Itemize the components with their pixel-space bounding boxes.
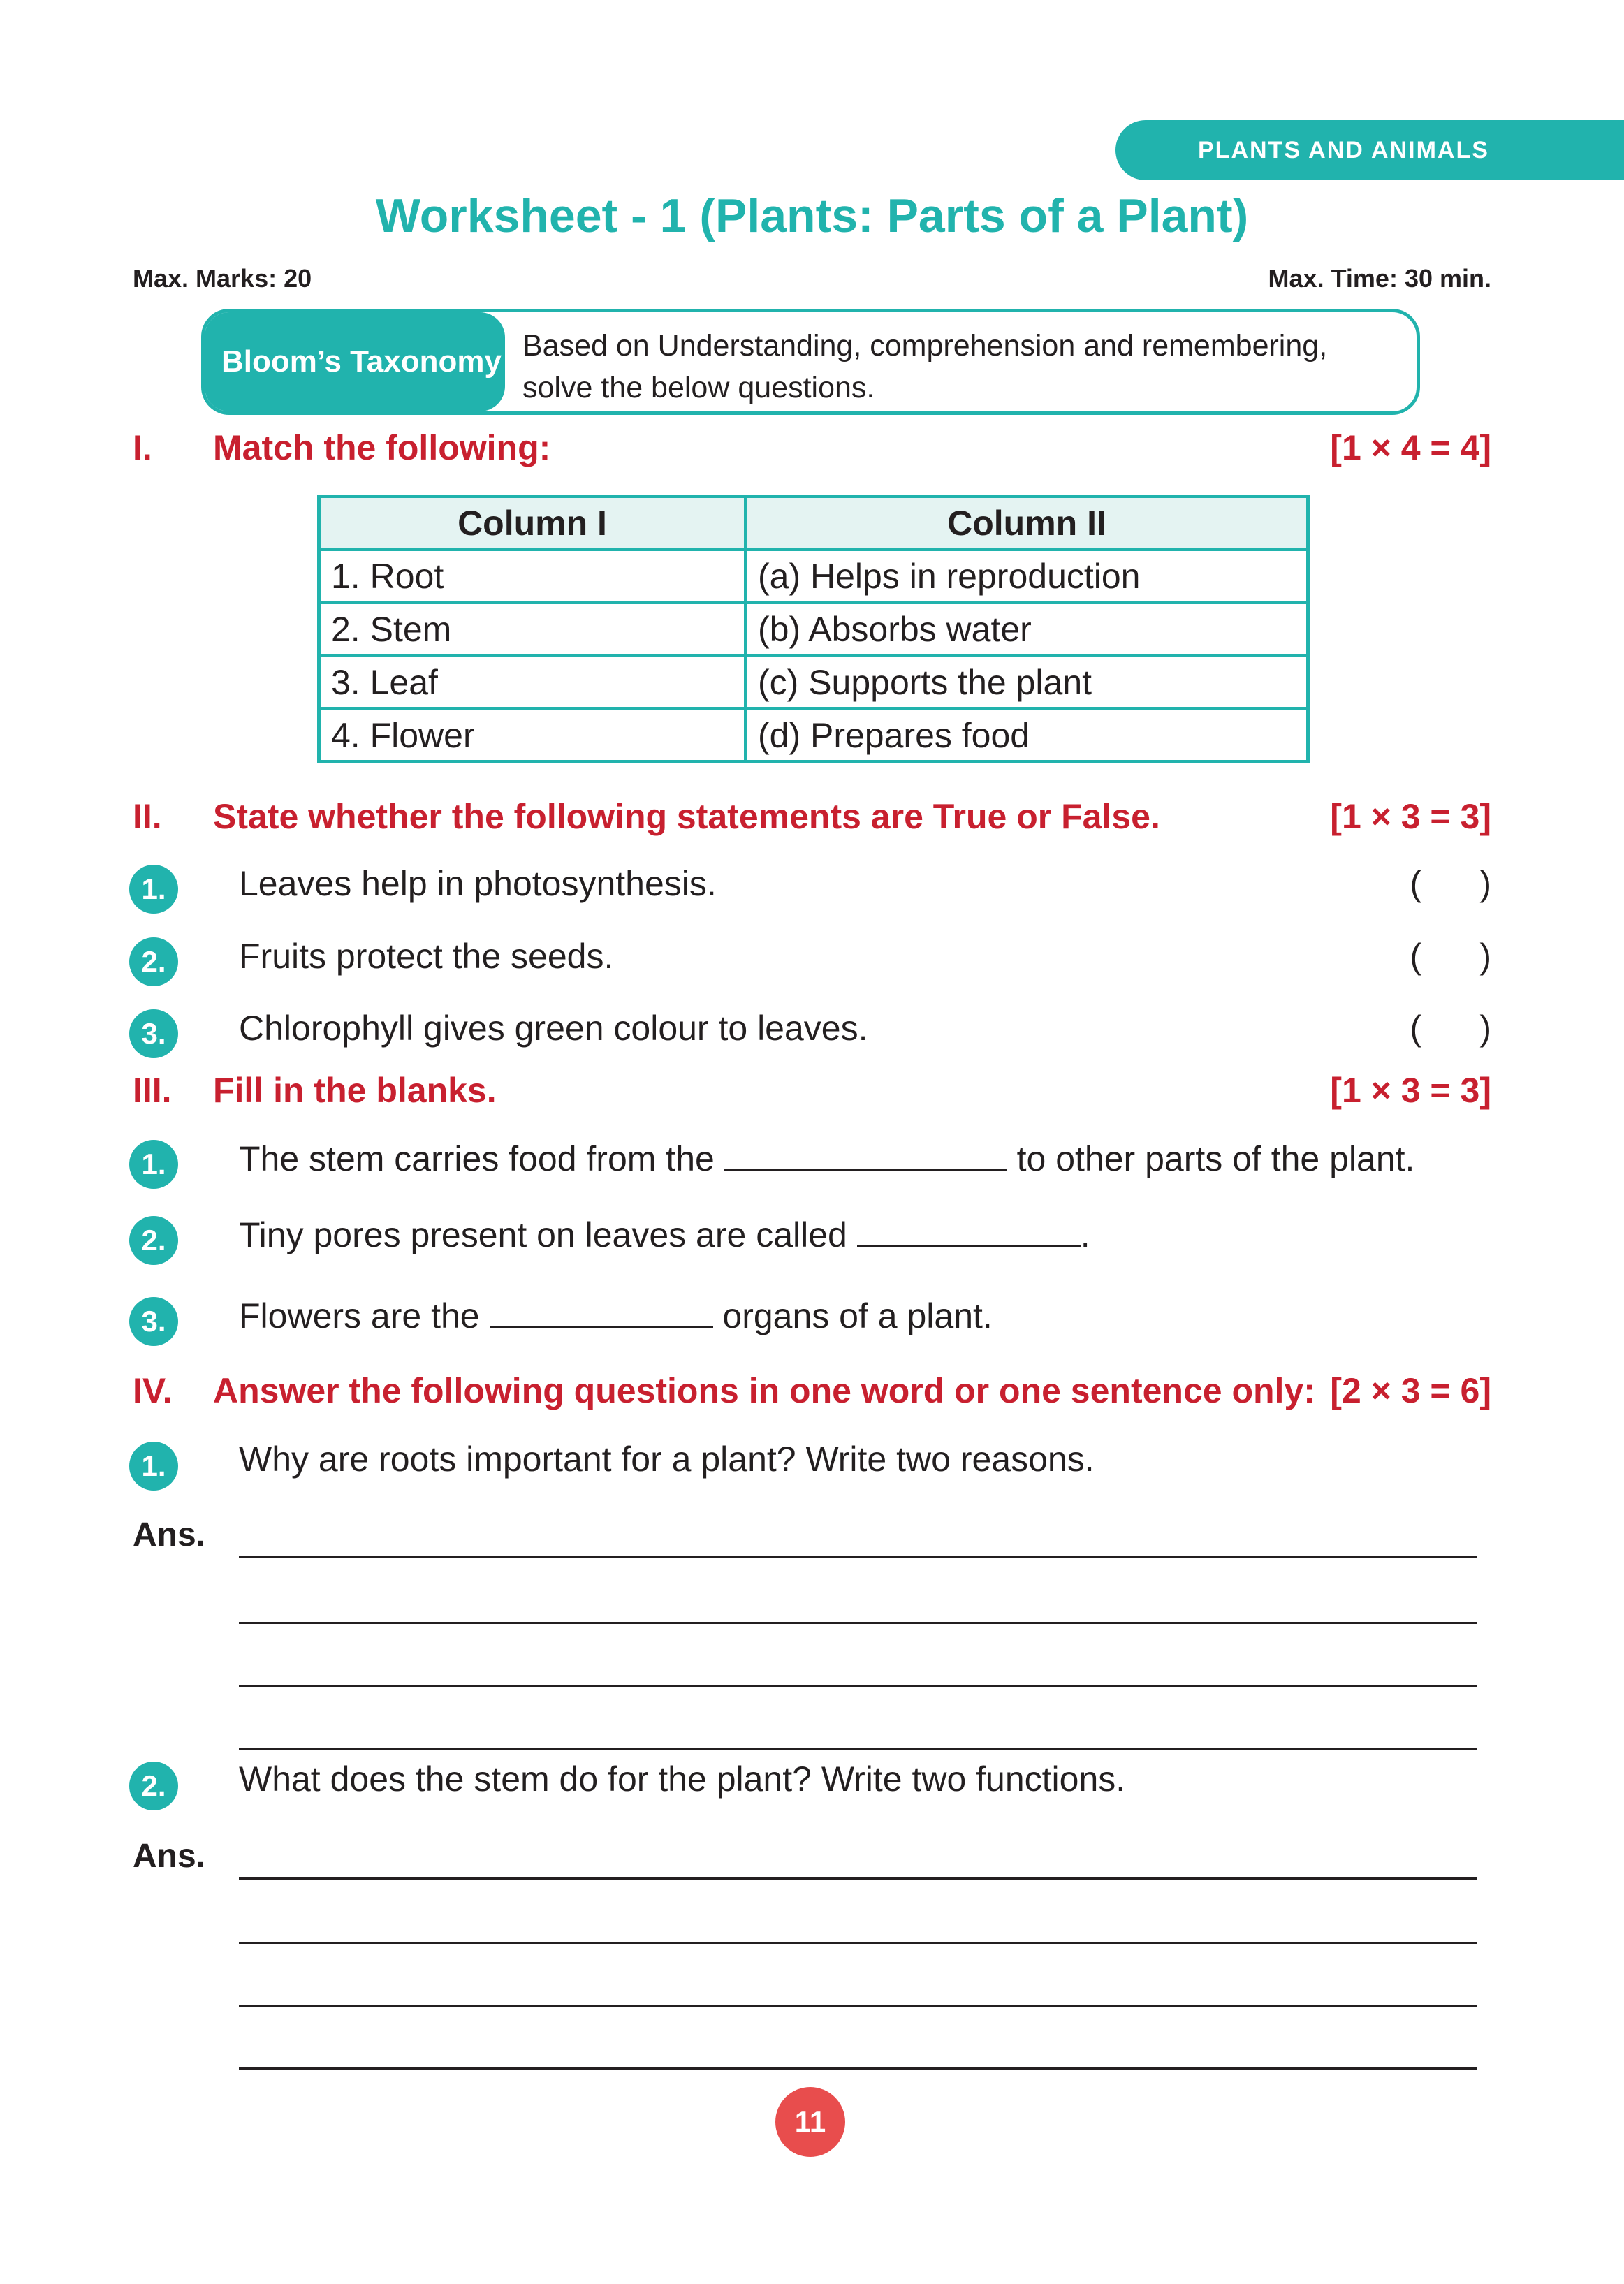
section-1-number: I. xyxy=(133,428,152,467)
question-number-badge: 3. xyxy=(129,1009,178,1058)
fill-blank-sentence xyxy=(239,1296,993,1336)
section-2-marks: [1 × 3 = 3] xyxy=(1330,797,1491,836)
answer-line[interactable] xyxy=(239,1877,1477,1880)
blank-line[interactable] xyxy=(724,1141,1007,1171)
column-1-header: Column I xyxy=(319,497,746,550)
sentence-end: organs of a plant. xyxy=(722,1296,993,1335)
bloom-instruction: Based on Understanding, comprehension and remembering, solve the below questions. xyxy=(522,329,1328,404)
section-tab xyxy=(1115,120,1624,180)
short-answer-question: Why are roots important for a plant? Write two reasons. xyxy=(239,1440,1095,1479)
bloom-taxonomy-box xyxy=(201,309,1420,415)
section-1-marks: [1 × 4 = 4] xyxy=(1330,428,1491,467)
sentence-end: to other parts of the plant. xyxy=(1016,1139,1415,1178)
table-cell: (a) Helps in reproduction xyxy=(746,550,1308,603)
section-1-title: Match the following: xyxy=(213,428,551,467)
section-4-number: IV. xyxy=(133,1371,173,1410)
answer-line[interactable] xyxy=(239,1748,1477,1750)
section-3-number: III. xyxy=(133,1071,172,1110)
table-cell: 4. Flower xyxy=(319,709,746,762)
true-false-statement: Leaves help in photosynthesis. xyxy=(239,864,717,903)
table-row xyxy=(319,656,1308,709)
answer-line[interactable] xyxy=(239,1556,1477,1558)
question-number-badge: 1. xyxy=(129,865,178,914)
sentence-start: Flowers are the xyxy=(239,1296,480,1335)
question-number-badge: 2. xyxy=(129,1762,178,1810)
section-4-title: Answer the following questions in one word or one sentence only: xyxy=(213,1371,1315,1410)
fill-blank-sentence xyxy=(239,1215,1090,1255)
blank-line[interactable] xyxy=(490,1298,713,1328)
section-3-marks: [1 × 3 = 3] xyxy=(1330,1071,1491,1110)
true-false-statement: Chlorophyll gives green colour to leaves. xyxy=(239,1009,868,1048)
short-answer-question: What does the stem do for the plant? Write two functions. xyxy=(239,1759,1126,1799)
sentence-end: . xyxy=(1080,1215,1090,1254)
column-2-header: Column II xyxy=(746,497,1308,550)
table-cell: (d) Prepares food xyxy=(746,709,1308,762)
answer-label: Ans. xyxy=(133,1838,206,1875)
answer-bracket[interactable]: ( ) xyxy=(1410,937,1491,976)
match-table xyxy=(317,495,1310,763)
true-false-statement: Fruits protect the seeds. xyxy=(239,937,614,976)
table-cell: (b) Absorbs water xyxy=(746,603,1308,656)
blank-line[interactable] xyxy=(857,1217,1081,1247)
table-row xyxy=(319,603,1308,656)
question-number-badge: 2. xyxy=(129,1216,178,1265)
answer-line[interactable] xyxy=(239,1685,1477,1687)
table-row xyxy=(319,550,1308,603)
table-cell: 1. Root xyxy=(319,550,746,603)
table-row xyxy=(319,709,1308,762)
table-cell: (c) Supports the plant xyxy=(746,656,1308,709)
answer-bracket[interactable]: ( ) xyxy=(1410,1009,1491,1048)
answer-label: Ans. xyxy=(133,1516,206,1553)
answer-line[interactable] xyxy=(239,1942,1477,1944)
max-marks: Max. Marks: 20 xyxy=(133,264,312,293)
question-number-badge: 2. xyxy=(129,937,178,986)
match-table-header xyxy=(319,497,1308,550)
section-2-title: State whether the following statements are True or False. xyxy=(213,797,1160,836)
sentence-start: Tiny pores present on leaves are called xyxy=(239,1215,847,1254)
section-4-marks: [2 × 3 = 6] xyxy=(1330,1371,1491,1410)
answer-line[interactable] xyxy=(239,2067,1477,2070)
page-number-badge: 11 xyxy=(775,2087,845,2157)
table-cell: 3. Leaf xyxy=(319,656,746,709)
fill-blank-sentence xyxy=(239,1139,1414,1179)
answer-bracket[interactable]: ( ) xyxy=(1410,864,1491,903)
question-number-badge: 1. xyxy=(129,1140,178,1189)
bloom-taxonomy-badge xyxy=(205,312,505,411)
question-number-badge: 1. xyxy=(129,1442,178,1491)
worksheet-title: Worksheet - 1 (Plants: Parts of a Plant) xyxy=(375,189,1249,242)
answer-line[interactable] xyxy=(239,1622,1477,1624)
answer-line[interactable] xyxy=(239,2005,1477,2007)
table-cell: 2. Stem xyxy=(319,603,746,656)
section-tab-label: PLANTS AND ANIMALS xyxy=(1198,137,1489,163)
question-number-badge: 3. xyxy=(129,1297,178,1346)
section-3-title: Fill in the blanks. xyxy=(213,1071,497,1110)
sentence-start: The stem carries food from the xyxy=(239,1139,715,1178)
bloom-taxonomy-label: Bloom’s Taxonomy xyxy=(221,344,502,379)
max-time: Max. Time: 30 min. xyxy=(1268,264,1491,293)
section-2-number: II. xyxy=(133,797,162,836)
